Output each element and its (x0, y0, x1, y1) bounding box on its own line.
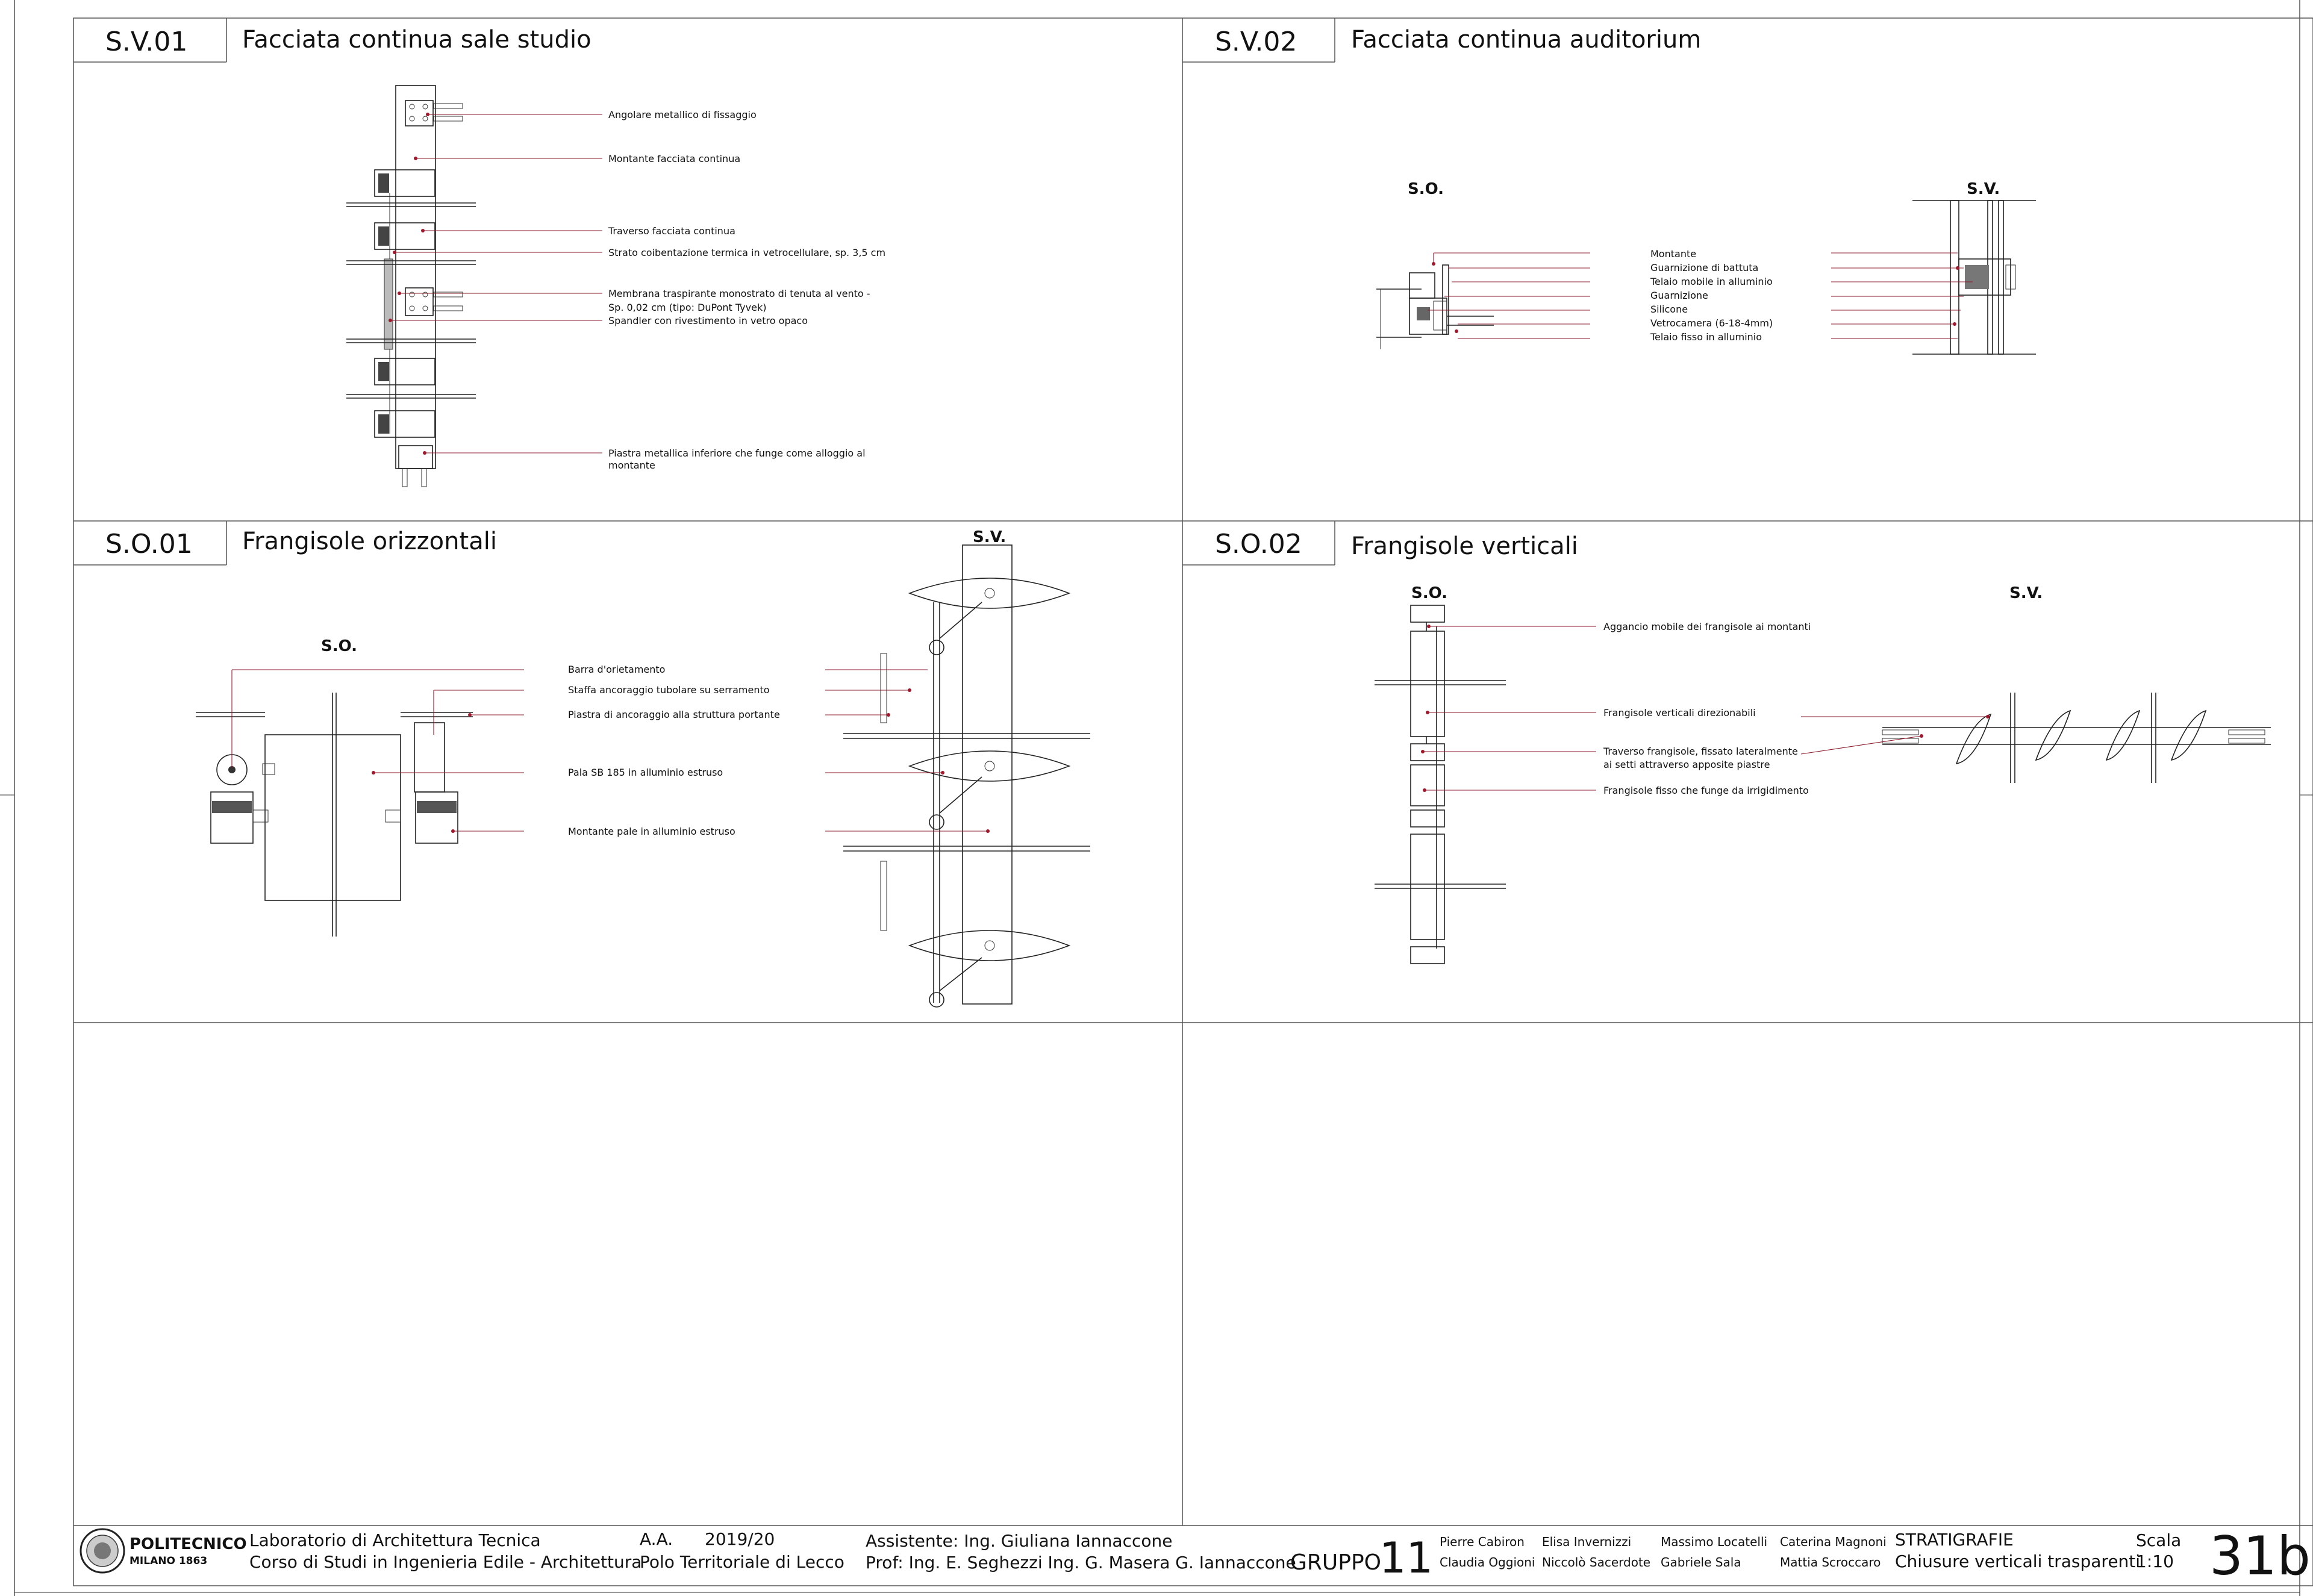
drawing-frame (73, 18, 2313, 1586)
sheet-number: 31b (2209, 1525, 2311, 1587)
panel-header-sv02 (1182, 18, 1701, 62)
scale-label: Scala (2136, 1530, 2182, 1550)
annotation: Aggancio mobile dei frangisole ai montanti (1603, 621, 1811, 632)
view-label-so: S.O. (1411, 584, 1448, 602)
annotation: Traverso facciata continua (608, 225, 735, 237)
annotation: montante (608, 460, 655, 471)
annotation: Guarnizione (1650, 290, 1708, 301)
assistant: Assistente: Ing. Giuliana Iannaccone (866, 1531, 1173, 1551)
member: Caterina Magnoni (1780, 1535, 1887, 1549)
annotation: Barra d'orietamento (568, 664, 666, 675)
group-label: GRUPPO (1290, 1550, 1382, 1575)
so01-plan-drawing (196, 693, 473, 937)
sv01-section-drawing (346, 86, 476, 487)
panel-header-sv01 (73, 18, 592, 62)
sv02-section-drawing (1912, 201, 2036, 354)
member: Niccolò Sacerdote (1542, 1555, 1651, 1570)
annotation: Angolare metallico di fissaggio (608, 109, 757, 120)
panel-header-so02 (1182, 521, 1578, 565)
annotation: Frangisole fisso che funge da irrigidimento (1603, 785, 1809, 796)
annotation: ai setti attraverso apposite piastre (1603, 759, 1770, 770)
member: Elisa Invernizzi (1542, 1535, 1632, 1549)
member: Pierre Cabiron (1440, 1535, 1525, 1549)
annotation: Montante facciata continua (608, 153, 741, 164)
annotation: Piastra di ancoraggio alla struttura portante (568, 709, 780, 720)
logo-name: POLITECNICO (130, 1535, 247, 1553)
annotation: Silicone (1650, 304, 1688, 315)
panel-title: Facciata continua sale studio (242, 26, 592, 54)
panel-code: S.V.02 (1215, 26, 1297, 57)
annotation: Sp. 0,02 cm (tipo: DuPont Tyvek) (608, 302, 767, 313)
member: Massimo Locatelli (1661, 1535, 1768, 1549)
annotation: Membrana traspirante monostrato di tenuta al vento - (608, 288, 870, 299)
panel-code: S.O.02 (1215, 529, 1302, 560)
annotation: Pala SB 185 in alluminio estruso (568, 767, 723, 778)
annotation: Vetrocamera (6-18-4mm) (1650, 317, 1773, 329)
annotation: Staffa ancoraggio tubolare su serramento (568, 684, 770, 696)
annotation: Piastra metallica inferiore che funge come alloggio al (608, 447, 866, 459)
panel-code: S.V.01 (105, 26, 188, 57)
annotation: Frangisole verticali direzionabili (1603, 707, 1756, 719)
view-label-sv: S.V. (2009, 584, 2043, 602)
annotation: Montante (1650, 248, 1697, 260)
member: Mattia Scroccaro (1780, 1555, 1881, 1570)
sv01-leaders (389, 113, 602, 455)
member: Claudia Oggioni (1440, 1555, 1535, 1570)
so02-plan-drawing (1375, 605, 1506, 964)
panel-code: S.O.01 (105, 529, 193, 560)
panel-title: Facciata continua auditorium (1351, 26, 1702, 54)
view-label-so: S.O. (1408, 180, 1444, 198)
annotation: Telaio mobile in alluminio (1650, 276, 1773, 287)
annotation: Strato coibentazione termica in vetrocellulare, sp. 3,5 cm (608, 247, 886, 258)
annotation: Traverso frangisole, fissato lateralmente (1603, 746, 1798, 757)
annotation: Montante pale in alluminio estruso (568, 826, 735, 837)
view-label-sv: S.V. (1967, 180, 2000, 198)
panel-title: Frangisole verticali (1351, 532, 1578, 560)
so02-section-drawing (1882, 693, 2271, 783)
aa-label: A.A. (640, 1529, 673, 1549)
title-block (81, 1525, 2311, 1587)
view-label-so: S.O. (321, 637, 358, 655)
subject-detail: Chiusure verticali trasparenti (1895, 1551, 2141, 1571)
sv02-plan-drawing (1376, 265, 1494, 349)
course-subtitle: Corso di Studi in Ingenieria Edile - Architettura (249, 1552, 642, 1572)
annotation: Spandler con rivestimento in vetro opaco (608, 315, 808, 326)
view-label-sv: S.V. (973, 528, 1007, 546)
annotation: Guarnizione di battuta (1650, 262, 1759, 273)
so01-section-drawing (843, 545, 1090, 1007)
course-title: Laboratorio di Architettura Tecnica (249, 1530, 541, 1550)
annotation: Telaio fisso in alluminio (1650, 331, 1762, 343)
panel-title: Frangisole orizzontali (242, 528, 497, 555)
panel-header-so01 (73, 521, 497, 565)
campus: Polo Territoriale di Lecco (640, 1552, 844, 1572)
member: Gabriele Sala (1661, 1555, 1741, 1570)
group-number: 11 (1379, 1533, 1434, 1583)
scale-value: 1:10 (2136, 1551, 2174, 1571)
professors: Prof: Ing. E. Seghezzi Ing. G. Masera G. Iannaccone (866, 1553, 1296, 1573)
subject: STRATIGRAFIE (1895, 1530, 2014, 1550)
logo-sub: MILANO 1863 (130, 1555, 208, 1567)
aa-value: 2019/20 (705, 1529, 775, 1549)
